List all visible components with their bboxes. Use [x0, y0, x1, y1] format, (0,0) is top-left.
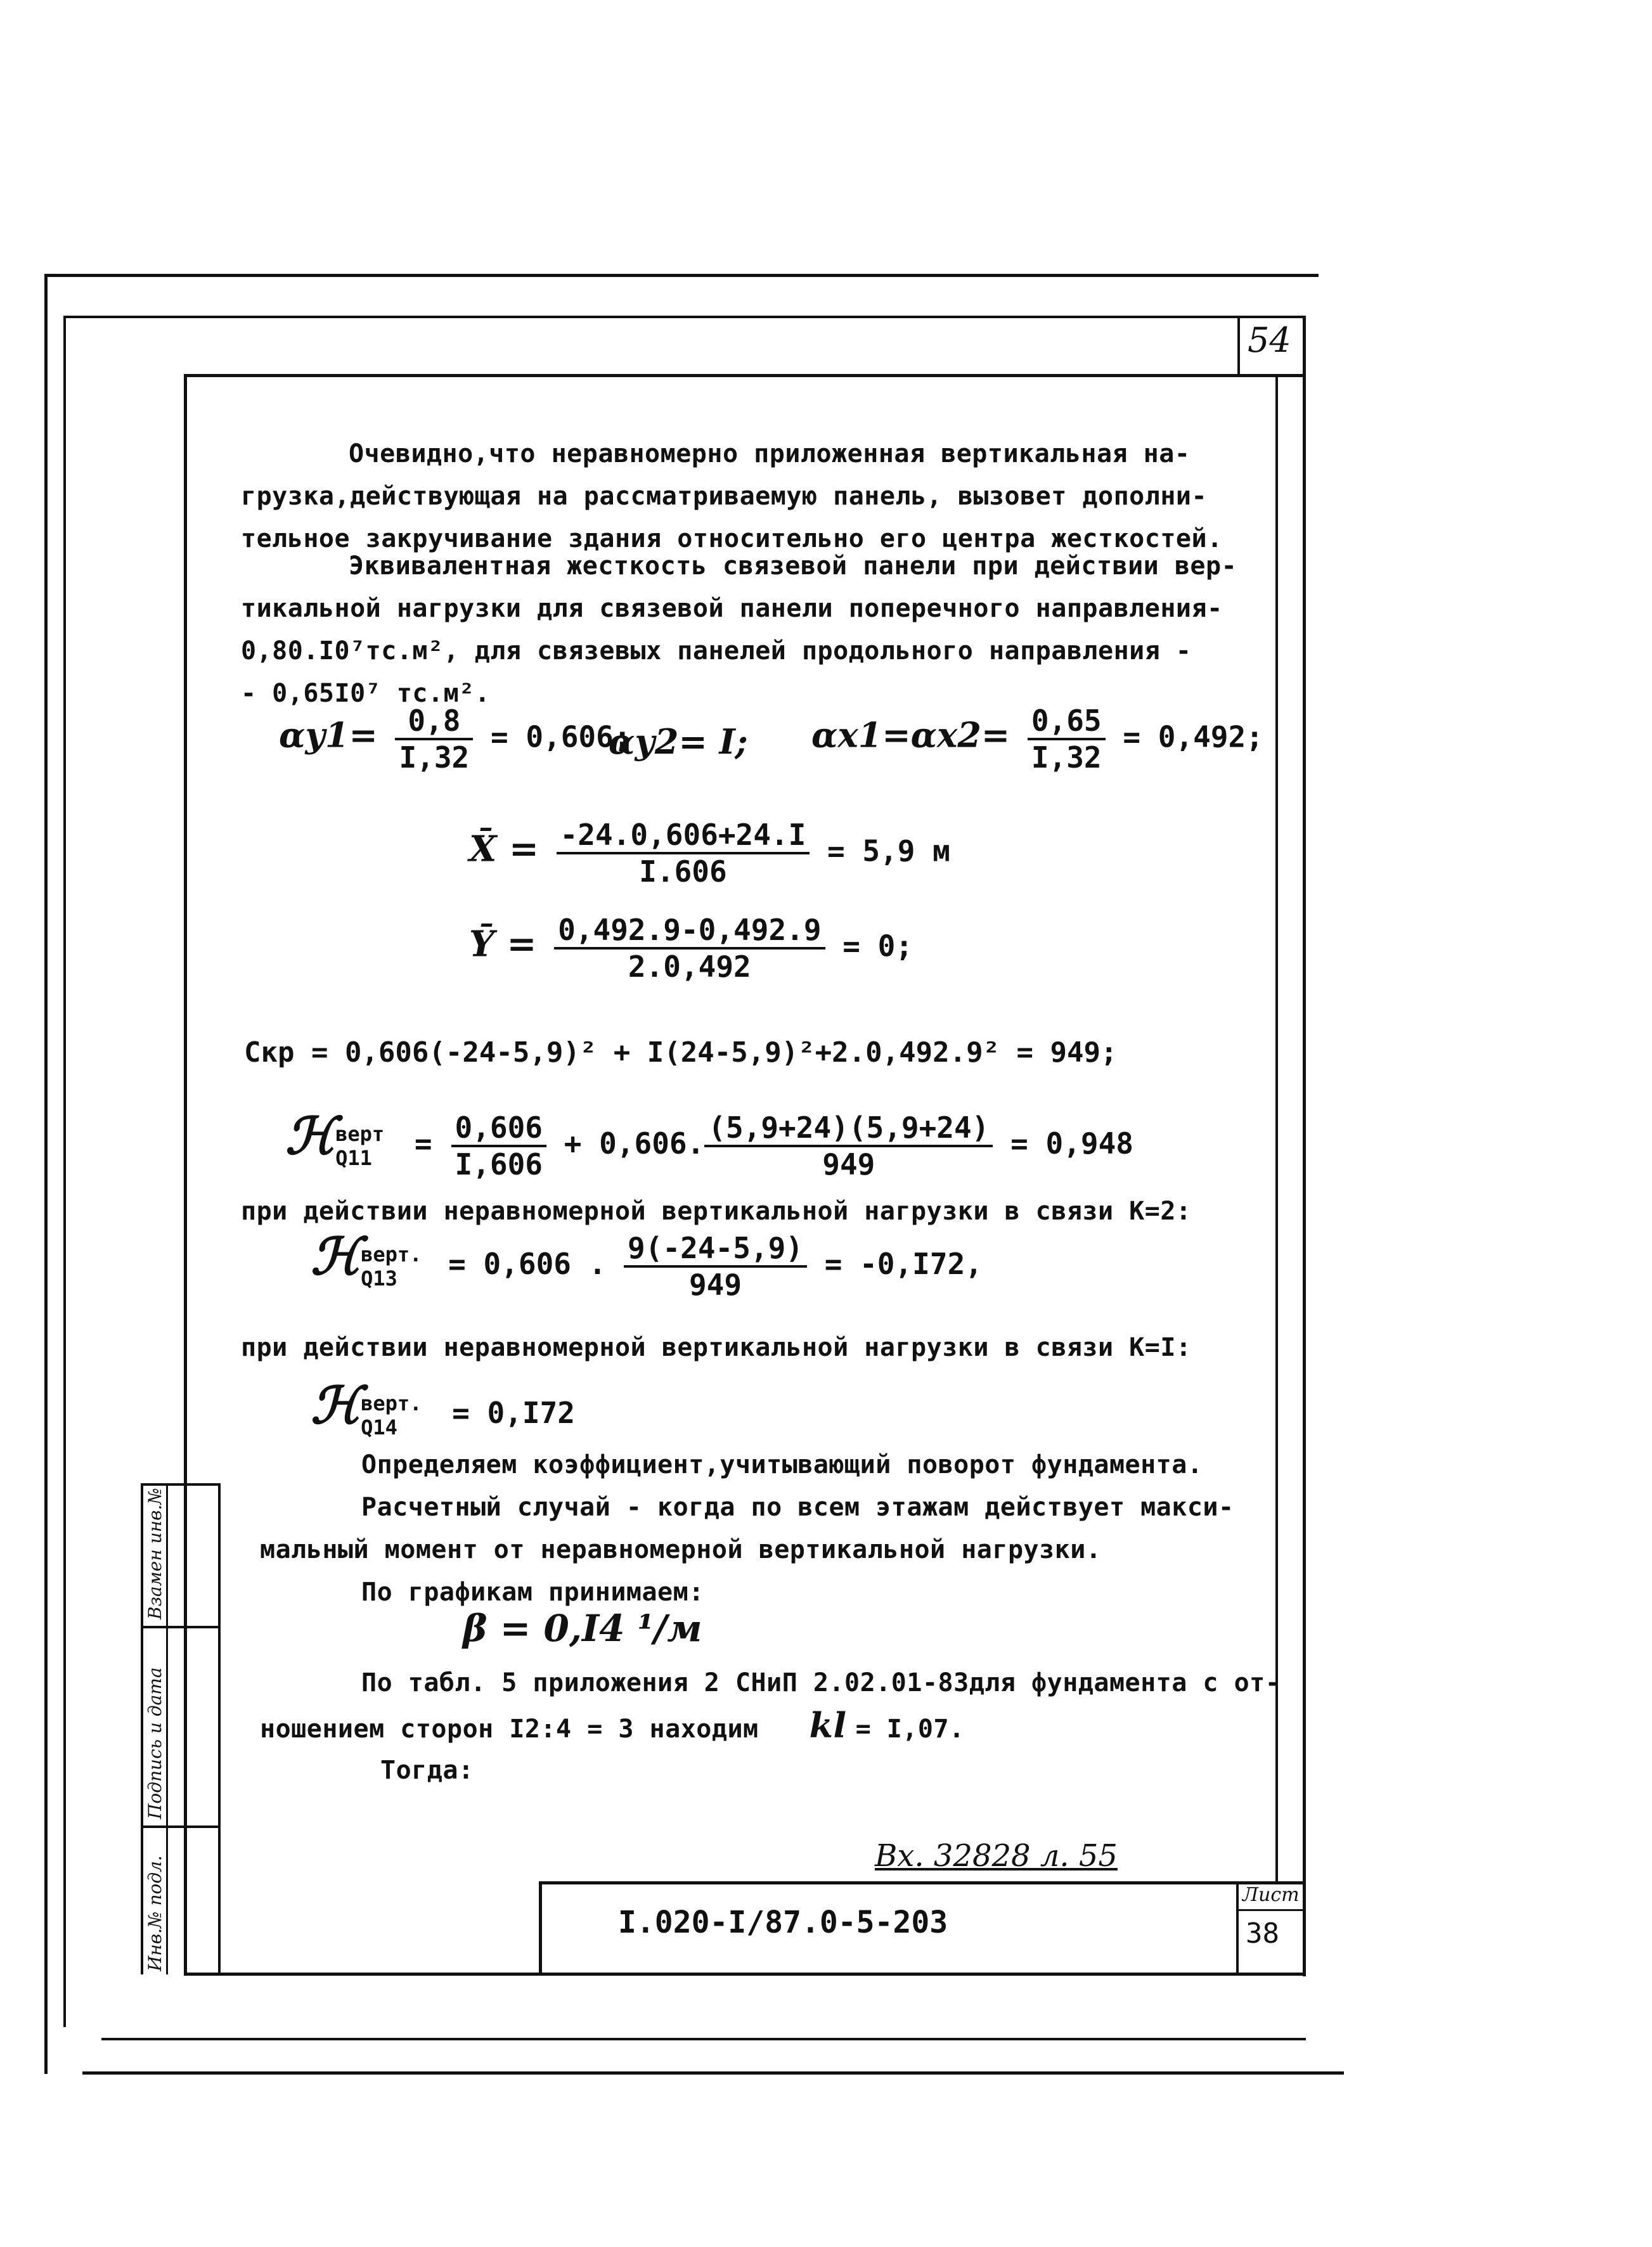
text-fragment: = I,07. — [855, 1715, 965, 1744]
fraction — [1028, 704, 1106, 775]
kl-symbol: kl — [809, 1705, 847, 1746]
formula-result: = 5,9 м — [827, 834, 950, 868]
formula-lhs: αy1= — [279, 714, 378, 756]
side-label-replacement: Взамен инв.№ — [145, 1488, 165, 1619]
formula-beta: β = 0,I4 ¹/м — [463, 1607, 702, 1650]
numerator: 0,492.9-0,492.9 — [554, 913, 825, 950]
k-symbol: ℋ — [311, 1227, 361, 1286]
numerator: 9(-24-5,9) — [624, 1231, 807, 1268]
text-line — [241, 1704, 1255, 1751]
text-line: - 0,65I0⁷ тс.м². — [241, 679, 491, 708]
fraction — [557, 818, 810, 889]
subscript: Q14 — [361, 1415, 397, 1439]
denominator: 2.0,492 — [628, 950, 751, 984]
formula-result: = 0,606; — [490, 719, 631, 754]
subscript: Q11 — [335, 1145, 372, 1170]
text-line: По табл. 5 приложения 2 СНиП 2.02.01-83для фундамента с от- — [361, 1668, 1281, 1697]
page-frame-bottom — [184, 1973, 1306, 1976]
paragraph-6 — [241, 1662, 1281, 1751]
side-column-inner-line — [166, 1483, 168, 1974]
page-frame-right — [1303, 316, 1306, 1976]
page-frame-top — [184, 374, 1305, 377]
side-column-divider-2 — [141, 1626, 219, 1628]
formula-lhs: X̄ = — [469, 828, 539, 870]
formula-mid: + 0,606. — [564, 1126, 705, 1161]
side-column-right — [218, 1483, 221, 1974]
formula-ckr: Cкр = 0,606(-24-5,9)² + I(24-5,9)²+2.0,492.9² = 949; — [244, 1036, 1118, 1069]
formula-k11: ℋ верт Q11 = $\frac{0,606}{I,606}$ + 0,606. $\frac{(5,9+24)(5,9+24)}{949}$ = 0,948 — [285, 1106, 1133, 1181]
formula-alpha-x — [811, 704, 1263, 775]
outer-frame-top — [44, 274, 1319, 277]
formula-y-center — [469, 913, 913, 984]
paragraph-1 — [241, 433, 1255, 560]
numerator: 0,606 — [451, 1111, 546, 1147]
side-column-left — [141, 1483, 143, 1974]
mid-frame-top — [63, 316, 1306, 318]
formula-lhs: αx1=αx2= — [811, 714, 1010, 756]
formula-k13 — [311, 1227, 983, 1302]
text-line: мальный момент от неравномерной вертикальной нагрузки. — [260, 1535, 1102, 1564]
formula-result: = -0,I72, — [824, 1247, 983, 1281]
text-line: Расчетный случай - когда по всем этажам действует макси- — [361, 1493, 1234, 1522]
denominator: I,32 — [1031, 740, 1102, 775]
side-label-signature: Подпись и дата — [145, 1667, 165, 1819]
side-column-divider-1 — [141, 1825, 219, 1828]
superscript: верт — [335, 1121, 385, 1146]
fraction — [451, 1111, 546, 1181]
denominator: I,32 — [399, 740, 470, 775]
numerator: -24.0,606+24.I — [557, 818, 810, 854]
formula-k14 — [311, 1375, 575, 1439]
page-frame-left — [184, 374, 187, 1974]
formula-result: = 0,I72 — [452, 1396, 575, 1430]
superscript: верт. — [361, 1242, 422, 1266]
title-block-sheet-row — [1236, 1909, 1305, 1911]
paragraph-7: Тогда: — [380, 1756, 474, 1785]
text-line: Определяем коэффициент,учитывающий поворот фундамента. — [361, 1450, 1203, 1479]
formula-result: = 0,492; — [1123, 719, 1263, 754]
sheet-label: Лист — [1242, 1884, 1300, 1906]
k-symbol: ℋ — [285, 1106, 336, 1166]
side-column-top — [141, 1483, 219, 1486]
fraction — [704, 1111, 993, 1181]
formula-result: = 0,948 — [1010, 1126, 1133, 1161]
denominator: I.606 — [639, 854, 727, 889]
formula-alpha-y2: αy2= I; — [609, 721, 748, 762]
title-block-left — [539, 1881, 542, 1975]
page-frame-inner-right — [1275, 374, 1278, 1883]
archive-reference: Вх. 32828 л. 55 — [875, 1838, 1118, 1874]
formula-result: = 0; — [842, 929, 913, 963]
formula-mid: = 0,606 . — [448, 1247, 607, 1281]
paragraph-2 — [241, 545, 1255, 715]
page-number-box-left — [1237, 316, 1240, 376]
paragraph-5 — [241, 1444, 1255, 1614]
formula-alpha-y1 — [279, 704, 631, 775]
numerator: 0,65 — [1028, 704, 1106, 740]
outer-frame-left — [44, 274, 48, 2074]
mid-frame-left — [63, 316, 66, 2027]
paragraph-4: при действии неравномерной вертикальной нагрузки в связи К=I: — [241, 1333, 1192, 1362]
text-fragment: ношением сторон I2:4 = 3 находим — [260, 1715, 759, 1744]
text-line: Очевидно,что неравномерно приложенная вертикальная на- — [349, 439, 1191, 468]
k-symbol: ℋ — [311, 1375, 361, 1435]
text-line: тикальной нагрузки для связевой панели поперечного направления- — [241, 594, 1223, 623]
text-line: 0,80.I0⁷тс.м², для связевых панелей продольного направления - — [241, 636, 1192, 666]
numerator: 0,8 — [395, 704, 473, 740]
formula-x-center — [469, 818, 950, 889]
document-code: I.020-I/87.0-5-203 — [618, 1905, 948, 1940]
formula-lhs: Ȳ = — [469, 923, 537, 965]
outer-frame-bottom — [82, 2071, 1344, 2075]
side-label-inventory: Инв.№ подл. — [145, 1855, 165, 1971]
text-line: Эквивалентная жесткость связевой панели при действии вер- — [349, 551, 1237, 581]
page-number: 54 — [1248, 320, 1291, 360]
denominator: 949 — [822, 1147, 875, 1181]
mid-frame-bottom — [101, 2038, 1306, 2040]
paragraph-3: при действии неравномерной вертикальной нагрузки в связи К=2: — [241, 1197, 1192, 1226]
denominator: 949 — [688, 1267, 742, 1302]
numerator: (5,9+24)(5,9+24) — [704, 1111, 993, 1147]
fraction — [395, 704, 473, 775]
text-line: грузка,действующая на рассматриваемую панель, вызовет дополни- — [241, 482, 1208, 511]
title-block-top — [539, 1881, 1305, 1884]
subscript: Q13 — [361, 1266, 397, 1291]
denominator: I,606 — [455, 1147, 543, 1181]
fraction — [554, 913, 825, 984]
fraction — [624, 1231, 807, 1302]
title-block-sheet-divider — [1236, 1881, 1239, 1975]
text-line: тельное закручивание здания относительно его центра жесткостей. — [241, 524, 1223, 553]
text-line: По графикам принимаем: — [361, 1578, 704, 1607]
superscript: верт. — [361, 1391, 422, 1415]
sheet-number: 38 — [1246, 1917, 1279, 1950]
